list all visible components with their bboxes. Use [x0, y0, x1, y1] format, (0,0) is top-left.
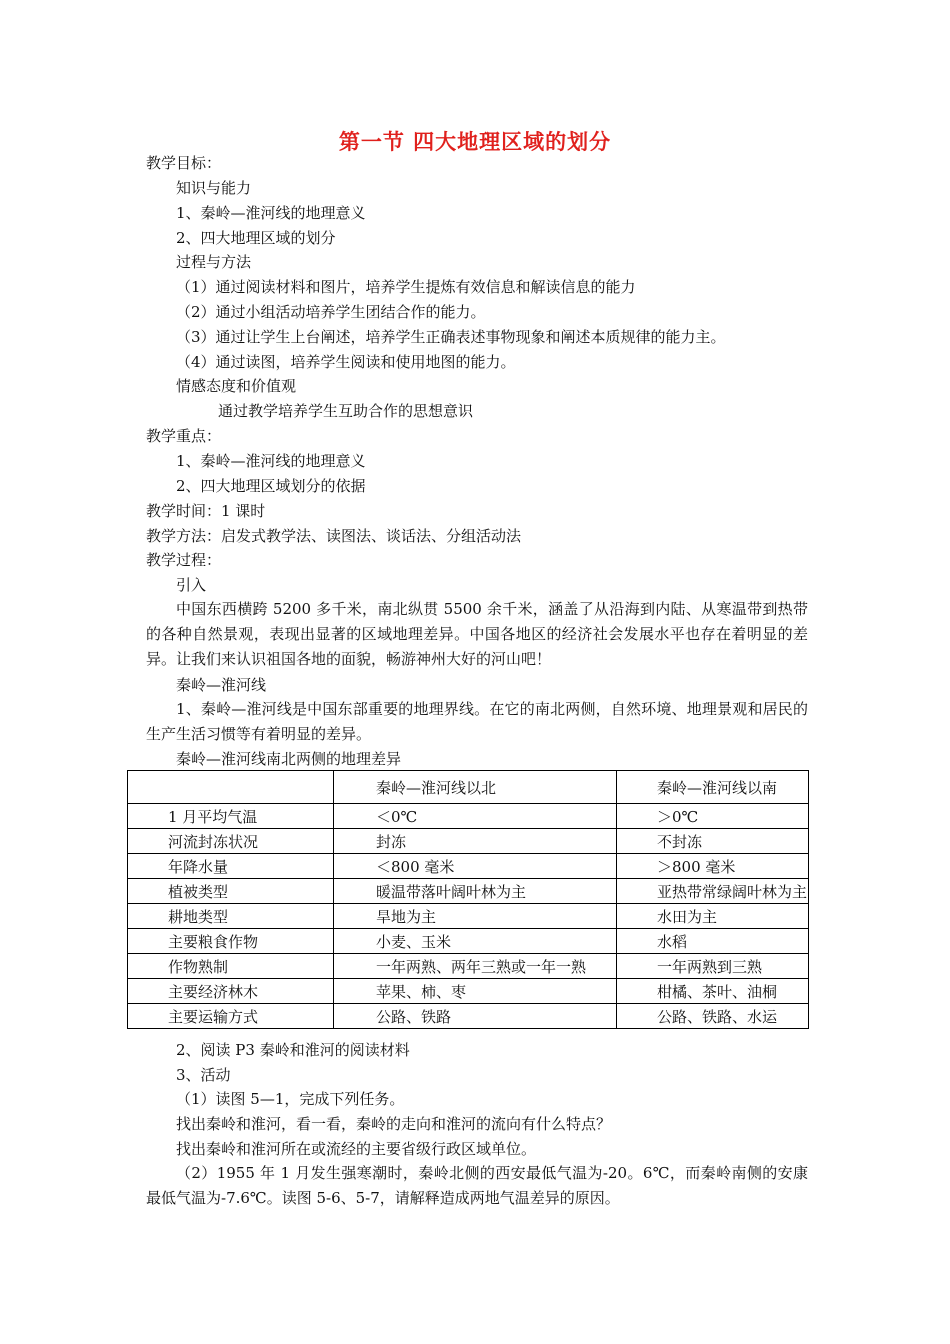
- table-caption: 秦岭—淮河线南北两侧的地理差异: [176, 750, 402, 768]
- line-heading: 秦岭—淮河线: [176, 676, 267, 694]
- table-header-cell: 秦岭—淮河线以南: [617, 771, 809, 804]
- knowledge-item: 2、四大地理区域的划分: [176, 229, 336, 247]
- table-cell: 小麦、玉米: [334, 929, 617, 954]
- task-paragraph: （2）1955 年 1 月发生强寒潮时，秦岭北侧的西安最低气温为-20。6℃，而秦岭南侧的安康最低气温为-7.6℃。读图 5-6、5-7，请解释造成两地气温差异的原因。: [146, 1164, 808, 1207]
- table-row: [128, 954, 809, 979]
- table-row: [128, 904, 809, 929]
- table-row: [128, 929, 809, 954]
- table-cell: ＜0℃: [334, 804, 617, 829]
- table-cell: 公路、铁路: [334, 1004, 617, 1029]
- process-heading: 教学过程：: [146, 551, 222, 569]
- table-cell: 耕地类型: [128, 904, 334, 929]
- table-cell: 作物熟制: [128, 954, 334, 979]
- knowledge-item: 1、秦岭—淮河线的地理意义: [176, 204, 366, 222]
- page-title: 第一节 四大地理区域的划分: [338, 129, 612, 154]
- intro-heading: 引入: [176, 576, 207, 594]
- table-row: [128, 979, 809, 1004]
- reading-note: 2、阅读 P3 秦岭和淮河的阅读材料: [176, 1041, 410, 1059]
- table-cell: 亚热带常绿阔叶林为主: [617, 879, 809, 904]
- task-item: 找出秦岭和淮河，看一看，秦岭的走向和淮河的流向有什么特点？: [176, 1115, 612, 1133]
- goals-heading: 教学目标：: [146, 154, 222, 172]
- table-row: [128, 1004, 809, 1029]
- difference-table: [127, 770, 809, 1029]
- table-cell: ＞0℃: [617, 804, 809, 829]
- table-row: [128, 829, 809, 854]
- table-row: [128, 854, 809, 879]
- table-cell: 水稻: [617, 929, 809, 954]
- teaching-method: 教学方法：启发式教学法、读图法、谈话法、分组活动法: [146, 527, 522, 545]
- table-cell: 公路、铁路、水运: [617, 1004, 809, 1029]
- table-cell: 主要经济林木: [128, 979, 334, 1004]
- table-cell: 河流封冻状况: [128, 829, 334, 854]
- keypoint-item: 2、四大地理区域划分的依据: [176, 477, 366, 495]
- table-cell: ＞800 毫米: [617, 854, 809, 879]
- activity-heading: 3、活动: [176, 1066, 231, 1084]
- teaching-time: 教学时间：1 课时: [146, 502, 266, 520]
- process-item: （1）通过阅读材料和图片，培养学生提炼有效信息和解读信息的能力: [176, 278, 636, 296]
- table-cell: 一年两熟、两年三熟或一年一熟: [334, 954, 617, 979]
- task-item: 找出秦岭和淮河所在或流经的主要省级行政区域单位。: [176, 1140, 537, 1158]
- table-row: [128, 804, 809, 829]
- keypoints-heading: 教学重点：: [146, 427, 222, 445]
- line-paragraph: 1、秦岭—淮河线是中国东部重要的地理界线。在它的南北两侧，自然环境、地理景观和居民的生产生活习惯等有着明显的差异。: [146, 700, 808, 743]
- table-header-cell: 秦岭—淮河线以北: [334, 771, 617, 804]
- table-cell: 1 月平均气温: [128, 804, 334, 829]
- emotion-heading: 情感态度和价值观: [176, 377, 297, 395]
- table-cell: 苹果、柿、枣: [334, 979, 617, 1004]
- intro-paragraph: 中国东西横跨 5200 多千米，南北纵贯 5500 余千米，涵盖了从沿海到内陆、从寒温带到热带的各种自然景观，表现出显著的区域地理差异。中国各地区的经济社会发展水平也存在着明显的差异。让我们来认识祖国各地的面貌，畅游神州大好的河山吧！: [146, 600, 808, 668]
- table-cell: 柑橘、茶叶、油桐: [617, 979, 809, 1004]
- table-row: [128, 879, 809, 904]
- table-cell: 主要粮食作物: [128, 929, 334, 954]
- process-item: （2）通过小组活动培养学生团结合作的能力。: [176, 303, 486, 321]
- knowledge-heading: 知识与能力: [176, 179, 252, 197]
- emotion-text: 通过教学培养学生互助合作的思想意识: [218, 402, 474, 420]
- table-cell: 水田为主: [617, 904, 809, 929]
- table-header-row: [128, 771, 809, 804]
- table-cell: 封冻: [334, 829, 617, 854]
- table-cell: 年降水量: [128, 854, 334, 879]
- keypoint-item: 1、秦岭—淮河线的地理意义: [176, 452, 366, 470]
- process-item: （3）通过让学生上台阐述，培养学生正确表述事物现象和阐述本质规律的能力主。: [176, 328, 726, 346]
- table-cell: 旱地为主: [334, 904, 617, 929]
- process-item: （4）通过读图，培养学生阅读和使用地图的能力。: [176, 353, 516, 371]
- table-cell: 一年两熟到三熟: [617, 954, 809, 979]
- table-cell: 主要运输方式: [128, 1004, 334, 1029]
- task-item: （1）读图 5—1，完成下列任务。: [176, 1090, 405, 1108]
- table-cell: 植被类型: [128, 879, 334, 904]
- table-cell: 不封冻: [617, 829, 809, 854]
- process-method-heading: 过程与方法: [176, 253, 252, 271]
- table-cell: 暖温带落叶阔叶林为主: [334, 879, 617, 904]
- table-cell: ＜800 毫米: [334, 854, 617, 879]
- table-header-cell: [128, 771, 334, 804]
